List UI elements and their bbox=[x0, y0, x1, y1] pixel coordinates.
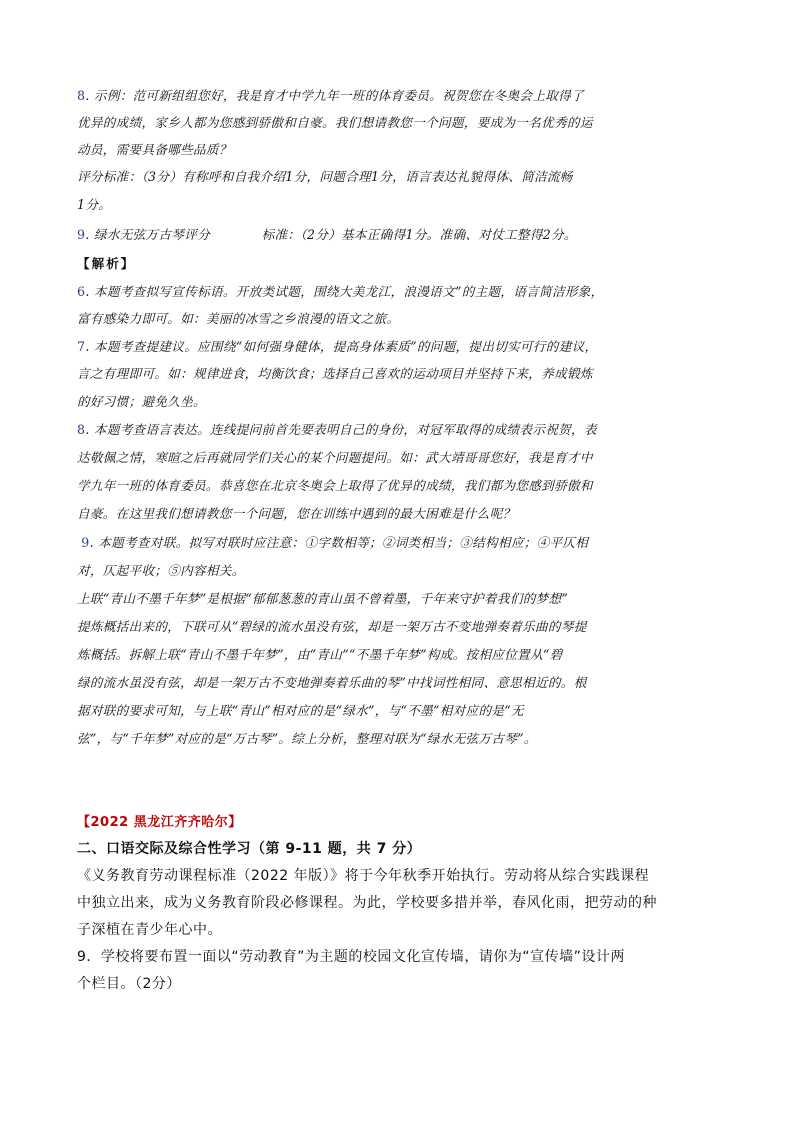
analysis-9-line-2: 对，仄起平收；⑤内容相关。 bbox=[77, 563, 245, 578]
question-9-line-1: 9．学校将要布置一面以“劳动教育”为主题的校园文化宣传墙，请你为“宣传墙”设计两 bbox=[77, 949, 625, 965]
analysis-7-line-2: 言之有理即可。如：规律进食，均衡饮食；选择自己喜欢的运动项目并坚持下来，养成锻炼 bbox=[77, 366, 593, 381]
analysis-6-number: 6 bbox=[77, 284, 86, 299]
answer-8-number: 8 bbox=[77, 88, 86, 103]
analysis-7-line-3: 的好习惯；避免久坐。 bbox=[77, 394, 206, 409]
analysis-9-line-1: 9. 本题考查对联。拟写对联时应注意：①字数相等；②词类相当；③结构相应；④平仄相 bbox=[77, 535, 589, 550]
answer-8-line-1: 8. 示例：范可新组组您好，我是育才中学九年一班的体育委员。祝贺您在冬奥会上取得了 bbox=[77, 88, 584, 103]
answer-9-line: 9. 绿水无弦万古琴评分 标准：（2分）基本正确得1分。准确、对仗工整得2分。 bbox=[77, 227, 577, 242]
source-tag: 【2022 黑龙江齐齐哈尔】 bbox=[77, 815, 242, 830]
answer-9-number: 9 bbox=[77, 227, 86, 242]
analysis-6-line-1: 6. 本题考查拟写宣传标语。开放类试题，围绕大美龙江，浪漫语文”的主题，语言简洁形象， bbox=[77, 284, 604, 299]
analysis-8-number: 8 bbox=[77, 422, 86, 437]
section-title: 二、口语交际及综合性学习（第 9-11 题，共 7 分） bbox=[77, 841, 422, 857]
analysis-7-number: 7 bbox=[77, 339, 86, 354]
analysis-8-line-4: 自豪。在这里我们想请教您一个问题，您在训练中遇到的最大困难是什么呢？ bbox=[77, 506, 516, 521]
answer-8-line-3: 动员，需要具备哪些品质？ bbox=[77, 142, 232, 157]
analysis-9-body-line-2: 提炼概括出来的，下联可从“碧绿的流水虽没有弦，却是一架万古不变地弹奏着乐曲的琴提 bbox=[77, 619, 587, 634]
question-9-line-2: 个栏目。（2分） bbox=[77, 976, 181, 992]
analysis-heading: 【解析】 bbox=[77, 256, 136, 271]
analysis-9-body-line-5: 据对联的要求可知，与上联“青山”相对应的是“绿水”，与“不墨”相对应的是“无 bbox=[77, 703, 524, 718]
analysis-8-line-1: 8. 本题考查语言表达。连线提问前首先要表明自己的身份，对冠军取得的成绩表示祝贺，表 bbox=[77, 422, 597, 437]
analysis-6-line-2: 富有感染力即可。如：美丽的冰雪之乡浪漫的语文之旅。 bbox=[77, 311, 400, 326]
analysis-8-line-2: 达敬佩之情，寒暄之后再就同学们关心的某个问题提问。如：武大靖哥哥您好，我是育才中 bbox=[77, 450, 593, 465]
analysis-9-body-line-6: 弦”，与“千年梦”对应的是“万古琴”。综上分析，整理对联为“绿水无弦万古琴”。 bbox=[77, 731, 537, 746]
answer-8-line-2: 优异的成绩，家乡人都为您感到骄傲和自豪。我们想请教您一个问题，要成为一名优秀的运 bbox=[77, 115, 593, 130]
intro-line-2: 中独立出来，成为义务教育阶段必修课程。为此，学校要多措并举，春风化雨，把劳动的种 bbox=[77, 895, 657, 911]
analysis-9-body-line-4: 绿的流水虽没有弦，却是一架万古不变地弹奏着乐曲的琴”中找词性相同、意思相近的。根 bbox=[77, 675, 587, 690]
analysis-9-body-line-1: 上联“青山不墨千年梦”是根据“郁郁葱葱的青山虽不曾着墨，千年来守护着我们的梦想” bbox=[77, 591, 569, 606]
analysis-8-line-3: 学九年一班的体育委员。恭喜您在北京冬奥会上取得了优异的成绩，我们都为您感到骄傲和 bbox=[77, 478, 593, 493]
analysis-7-line-1: 7. 本题考查提建议。应围绕“如何强身健体，提高身体素质”的问题，提出切实可行的建议， bbox=[77, 339, 598, 354]
answer-8-scoring-line-2: 1分。 bbox=[77, 197, 112, 212]
analysis-9-body-line-3: 炼概括。拆解上联“青山不墨千年梦”，由“青山”“不墨千年梦”构成。按相应位置从“碧 bbox=[77, 647, 563, 662]
intro-line-3: 子深植在青少年心中。 bbox=[77, 922, 222, 938]
analysis-9-number: 9 bbox=[77, 535, 90, 550]
intro-line-1: 《义务教育劳动课程标准（2022 年版）》将于今年秋季开始执行。劳动将从综合实践课程 bbox=[77, 868, 650, 884]
answer-8-scoring-line-1: 评分标准：（3分）有称呼和自我介绍1分，问题合理1分，语言表达礼貌得体、简洁流畅 bbox=[77, 169, 573, 184]
